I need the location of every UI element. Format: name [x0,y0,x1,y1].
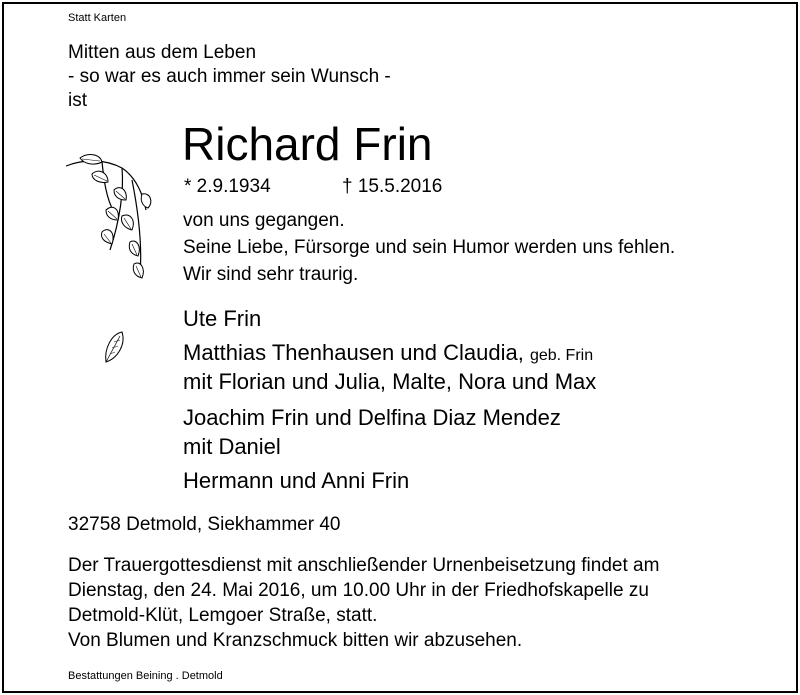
falling-leaf-icon [100,328,130,368]
service-line-2: Dienstag, den 24. Mai 2016, um 10.00 Uhr in der Friedhofskapelle zu [68,580,649,601]
maiden-name-note: geb. Frin [529,347,594,364]
service-line-3: Detmold-Klüt, Lemgoer Straße, statt. [68,605,378,626]
message-line-1: von uns gegangen. [183,210,345,231]
header-note: Statt Karten [68,12,127,24]
family-line-5: mit Daniel [183,434,281,459]
family-line-6: Hermann und Anni Frin [183,468,410,493]
intro-line-1: Mitten aus dem Leben [68,42,257,63]
intro-line-3: ist [68,90,87,111]
family-line-2 [183,340,593,365]
footer-note: Bestattungen Beining . Detmold [68,670,223,682]
message-line-2: Seine Liebe, Fürsorge und sein Humor werden uns fehlen. [183,237,676,258]
deceased-name: Richard Frin [182,118,433,170]
family-line-4: Joachim Frin und Delfina Diaz Mendez [183,405,561,430]
message-line-3: Wir sind sehr traurig. [183,264,359,285]
service-line-4: Von Blumen und Kranzschmuck bitten wir abzusehen. [68,630,523,651]
service-line-1: Der Trauergottesdienst mit anschließender Urnenbeisetzung findet am [68,555,660,576]
intro-line-2: - so war es auch immer sein Wunsch - [68,66,391,87]
birth-date: * 2.9.1934 [184,176,271,197]
family-line-3: mit Florian und Julia, Malte, Nora und Max [183,369,597,394]
death-date: † 15.5.2016 [342,176,443,197]
family-line-2-text: Matthias Thenhausen und Claudia, [183,340,524,365]
address: 32758 Detmold, Siekhammer 40 [68,514,341,535]
birch-branch-icon [62,150,162,290]
family-line-1: Ute Frin [183,306,262,331]
